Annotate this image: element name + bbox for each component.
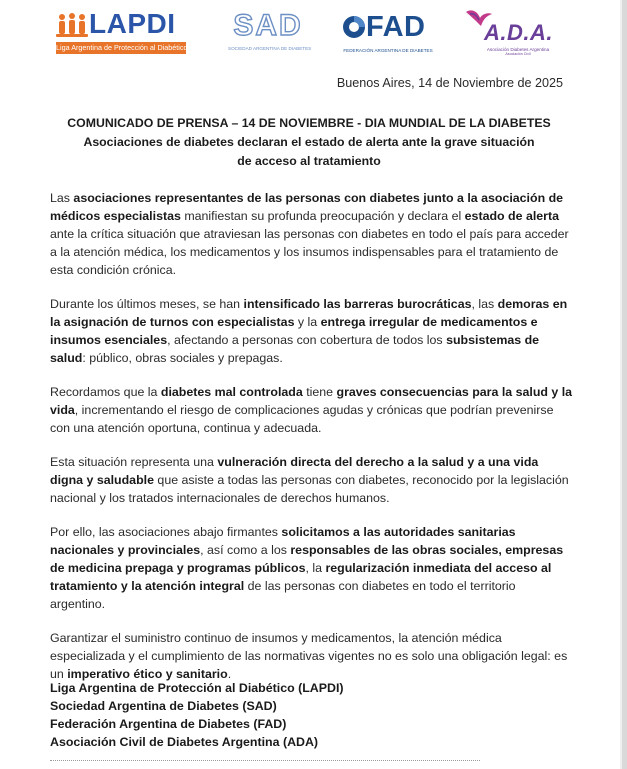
bold-text: imperativo ético y sanitario [67, 667, 228, 681]
body-paragraph [50, 295, 574, 367]
bold-text: entrega irregular de medicamentos e insumos esenciales [50, 315, 538, 347]
bold-text: estado de alerta [464, 209, 560, 223]
bold-text: vulneración directa del derecho a la salud y a una vida digna y saludable [50, 455, 539, 487]
bold-text: solicitamos a las autoridades sanitarias nacionales y provinciales [50, 525, 516, 557]
press-release-title [0, 114, 618, 171]
text-run: tiene [302, 385, 337, 399]
document-date: Buenos Aires, 14 de Noviembre de 2025 [336, 76, 563, 90]
text-run: y la [294, 315, 321, 329]
title-line-1: COMUNICADO DE PRENSA – 14 DE NOVIEMBRE - DIA MUNDIAL DE LA DIABETES [67, 116, 551, 130]
text-run: de las personas con diabetes en todo el territorio argentino. [50, 579, 516, 611]
text-run: Durante los últimos meses, se han [50, 297, 244, 311]
fad-circle-icon [342, 15, 366, 39]
text-run: Por ello, las asociaciones abajo firmantes [50, 525, 282, 539]
text-run: Esta situación representa una [50, 455, 218, 469]
lapdi-subtitle: Liga Argentina de Protección al Diabético [56, 43, 188, 52]
lapdi-wordmark: LAPDI [89, 8, 176, 39]
signatory: Liga Argentina de Protección al Diabético (LAPDI) [50, 681, 344, 695]
sad-wordmark: SAD [233, 9, 303, 42]
text-run: : público, obras sociales y prepagas. [82, 351, 283, 365]
bold-text: demoras en la asignación de turnos con especialistas [50, 297, 568, 329]
body-paragraph [50, 629, 574, 683]
lapdi-people-icon [56, 12, 88, 42]
ada-subtitle-secondary: Asociación Civil [505, 52, 531, 56]
bold-text: regularización inmediata del acceso al tratamiento y la atención integral [50, 561, 552, 593]
signatory: Sociedad Argentina de Diabetes (SAD) [50, 699, 277, 713]
body-paragraph [50, 189, 574, 279]
text-run: manifiestan su profunda preocupación y declara el [180, 209, 465, 223]
bold-text: intensificado las barreras burocráticas [243, 297, 472, 311]
bold-text: diabetes mal controlada [160, 385, 303, 399]
text-run: , así como a los [200, 543, 291, 557]
text-run: , incrementando el riesgo de complicaciones agudas y crónicas que podrían prevenirse con una atención oportuna, continua y adecuada. [50, 403, 554, 435]
text-run: Garantizar el suministro continuo de insumos y medicamentos, la atención médica especializada y el cumplimiento de las normativas vigentes no es solo una obligación legal: es un [50, 631, 568, 681]
signatories-list [50, 679, 344, 751]
title-line-3: de acceso al tratamiento [237, 154, 381, 168]
text-run: , afectando a personas con cobertura de todos los [167, 333, 447, 347]
signatory: Federación Argentina de Diabetes (FAD) [50, 717, 287, 731]
title-line-2: Asociaciones de diabetes declaran el estado de alerta ante la grave situación [83, 135, 535, 149]
bold-text: responsables de las obras sociales, empresas de medicina prepaga y programas públicos [50, 543, 564, 575]
fad-wordmark: FAD [366, 11, 426, 43]
footer-divider [50, 760, 480, 761]
bold-text: graves consecuencias para la salud y la vida [50, 385, 573, 417]
text-run: que asiste a todas las personas con diabetes, reconocido por la legislación nacional y los tratados internacionales de derechos humanos. [50, 473, 569, 505]
bold-text: subsistemas de salud [50, 333, 540, 365]
body-paragraph [50, 453, 574, 507]
text-run: . [227, 667, 232, 681]
text-run: Recordamos que la [50, 385, 161, 399]
press-release-body [50, 189, 574, 699]
ada-logo [464, 8, 560, 58]
sad-subtitle: SOCIEDAD ARGENTINA DE DIABETES [228, 46, 312, 51]
sad-logo [226, 8, 312, 58]
signatory: Asociación Civil de Diabetes Argentina (ADA) [50, 735, 319, 749]
logo-row [0, 8, 620, 58]
page-edge [622, 0, 627, 769]
ada-wordmark: A.D.A. [484, 20, 553, 45]
body-paragraph [50, 383, 574, 437]
text-run: ante la crítica situación que atraviesan las personas con diabetes en todo el país para acceder a la atención médica, los medicamentos y los insumos indispensables para el tratamiento de esta condición crónica. [50, 227, 569, 277]
bold-text: asociaciones representantes de las personas con diabetes junto a la asociación de médicos especialistas [50, 191, 564, 223]
text-run: , la [305, 561, 326, 575]
lapdi-logo [56, 8, 188, 58]
text-run: Las [50, 191, 74, 205]
fad-logo [342, 8, 434, 58]
body-paragraph [50, 523, 574, 613]
text-run: , las [471, 297, 498, 311]
ada-subtitle: Asociación Diabetes Argentina [486, 47, 550, 52]
fad-subtitle: FEDERACIÓN ARGENTINA DE DIABETES [343, 48, 433, 53]
